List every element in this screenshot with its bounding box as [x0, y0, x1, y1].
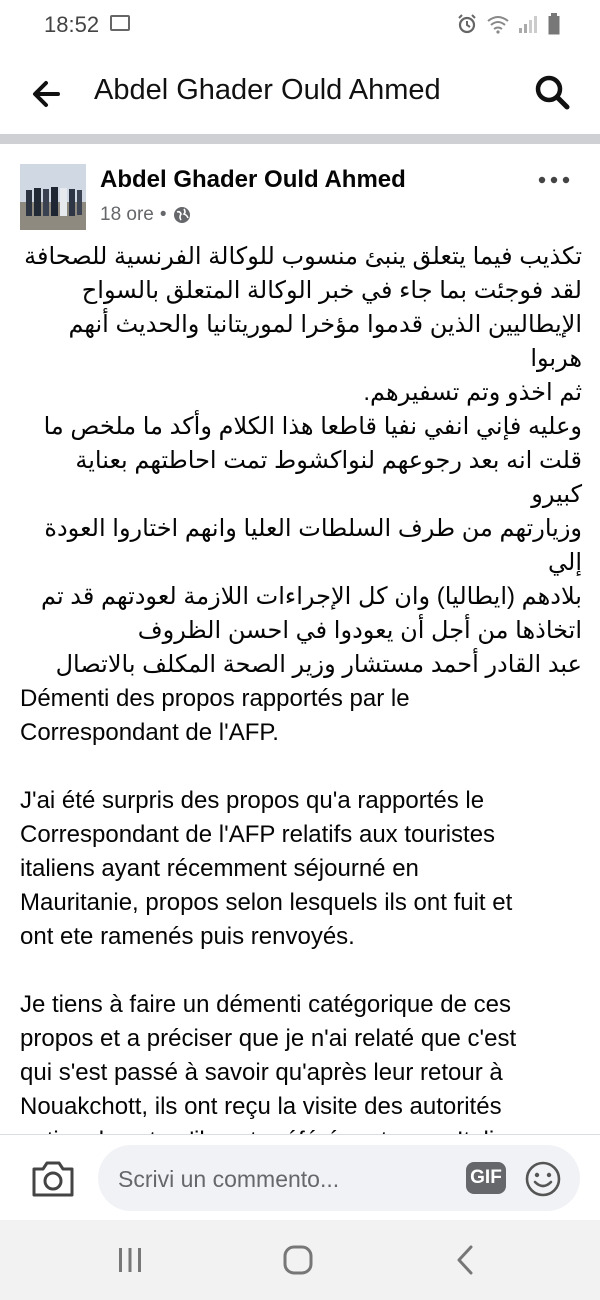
gif-icon[interactable]: GIF: [466, 1162, 506, 1194]
battery-icon: [548, 13, 560, 35]
arabic-line: عبد القادر أحمد مستشار وزير الصحة المكلف بالاتصال: [55, 651, 582, 678]
arabic-line: ثم اخذو وتم تسفيرهم.: [363, 379, 582, 406]
arabic-line: الإيطاليين الذين قدموا مؤخرا لموريتانيا والحديث أنهم هربوا: [68, 311, 582, 372]
french-line: Nouakchott, ils ont reçu la visite des autorités: [20, 1093, 502, 1120]
page-title: Abdel Ghader Ould Ahmed: [94, 74, 441, 106]
status-bar: [0, 0, 600, 50]
post-text-arabic: [20, 240, 582, 682]
arabic-line: وزيارتهم من طرف السلطات العليا وانهم اختاروا العودة إلي: [44, 515, 582, 576]
avatar-photo: [20, 164, 86, 230]
comment-bar: [0, 1134, 600, 1221]
french-line: qui s'est passé à savoir qu'après leur retour à: [20, 1059, 503, 1086]
arabic-line: وعليه فإني انفي نفيا قاطعا هذا الكلام وأكد ما ملخص ما: [43, 413, 582, 440]
french-line: propos et a préciser que je n'ai relaté que c'est: [20, 1025, 517, 1052]
paragraph-gap: [20, 750, 582, 784]
arabic-line: قلت انه بعد رجوعهم لنواكشوط تمت احاطتهم بعناية كبيرو: [75, 447, 582, 508]
mail-notification-icon: [110, 15, 130, 31]
arabic-line: تكذيب فيما يتعلق ينبئ منسوب للوكالة الفرنسية للصحافة: [24, 243, 582, 270]
back-arrow-icon[interactable]: [28, 74, 68, 114]
system-nav-bar: [0, 1220, 600, 1300]
french-line: italiens ayant récemment séjourné en: [20, 855, 419, 882]
comment-placeholder: Scrivi un commento...: [118, 1166, 340, 1192]
french-line: Correspondant de l'AFP relatifs aux touristes: [20, 821, 496, 848]
paragraph-gap: [20, 954, 582, 988]
arabic-line: بلادهم (ايطاليا) وان كل الإجراءات اللازمة لعودتهم قد تم: [40, 583, 582, 610]
wifi-icon: [486, 14, 510, 34]
status-icons: [456, 13, 560, 35]
french-line: ont ete ramenés puis renvoyés.: [20, 923, 355, 950]
back-nav-icon[interactable]: [446, 1242, 486, 1278]
post-text-french: [20, 682, 582, 1158]
french-line: J'ai été surpris des propos qu'a rapportés le: [20, 787, 485, 814]
avatar[interactable]: [20, 164, 86, 230]
section-divider: [0, 134, 600, 144]
post: [0, 144, 600, 1134]
more-options-icon[interactable]: [536, 170, 572, 190]
post-time[interactable]: 18 ore: [100, 204, 154, 225]
comment-input[interactable]: [98, 1145, 580, 1211]
french-line: Mauritanie, propos selon lesquels ils ont fuit et: [20, 889, 513, 916]
status-time: 18:52: [44, 12, 100, 37]
signal-icon: [518, 14, 540, 34]
french-line: Correspondant de l'AFP.: [20, 719, 279, 746]
french-line: Démenti des propos rapportés par le: [20, 685, 410, 712]
post-text: [20, 240, 582, 1158]
meta-separator-dot: •: [159, 204, 167, 225]
arabic-line: اتخاذها من أجل أن يعودوا في احسن الظروف: [137, 617, 582, 644]
alarm-icon: [456, 13, 478, 35]
emoji-icon[interactable]: [524, 1160, 562, 1198]
app-bar: [0, 50, 600, 134]
camera-icon[interactable]: [30, 1157, 76, 1199]
home-icon[interactable]: [278, 1242, 318, 1278]
recent-apps-icon[interactable]: [110, 1242, 150, 1278]
french-line: Je tiens à faire un démenti catégorique de ces: [20, 991, 511, 1018]
globe-icon: [173, 206, 191, 224]
post-meta: [100, 204, 191, 226]
post-author[interactable]: Abdel Ghader Ould Ahmed: [100, 166, 406, 193]
search-icon[interactable]: [532, 72, 572, 112]
arabic-line: لقد فوجئت بما جاء في خبر الوكالة المتعلق بالسواح: [81, 277, 582, 304]
